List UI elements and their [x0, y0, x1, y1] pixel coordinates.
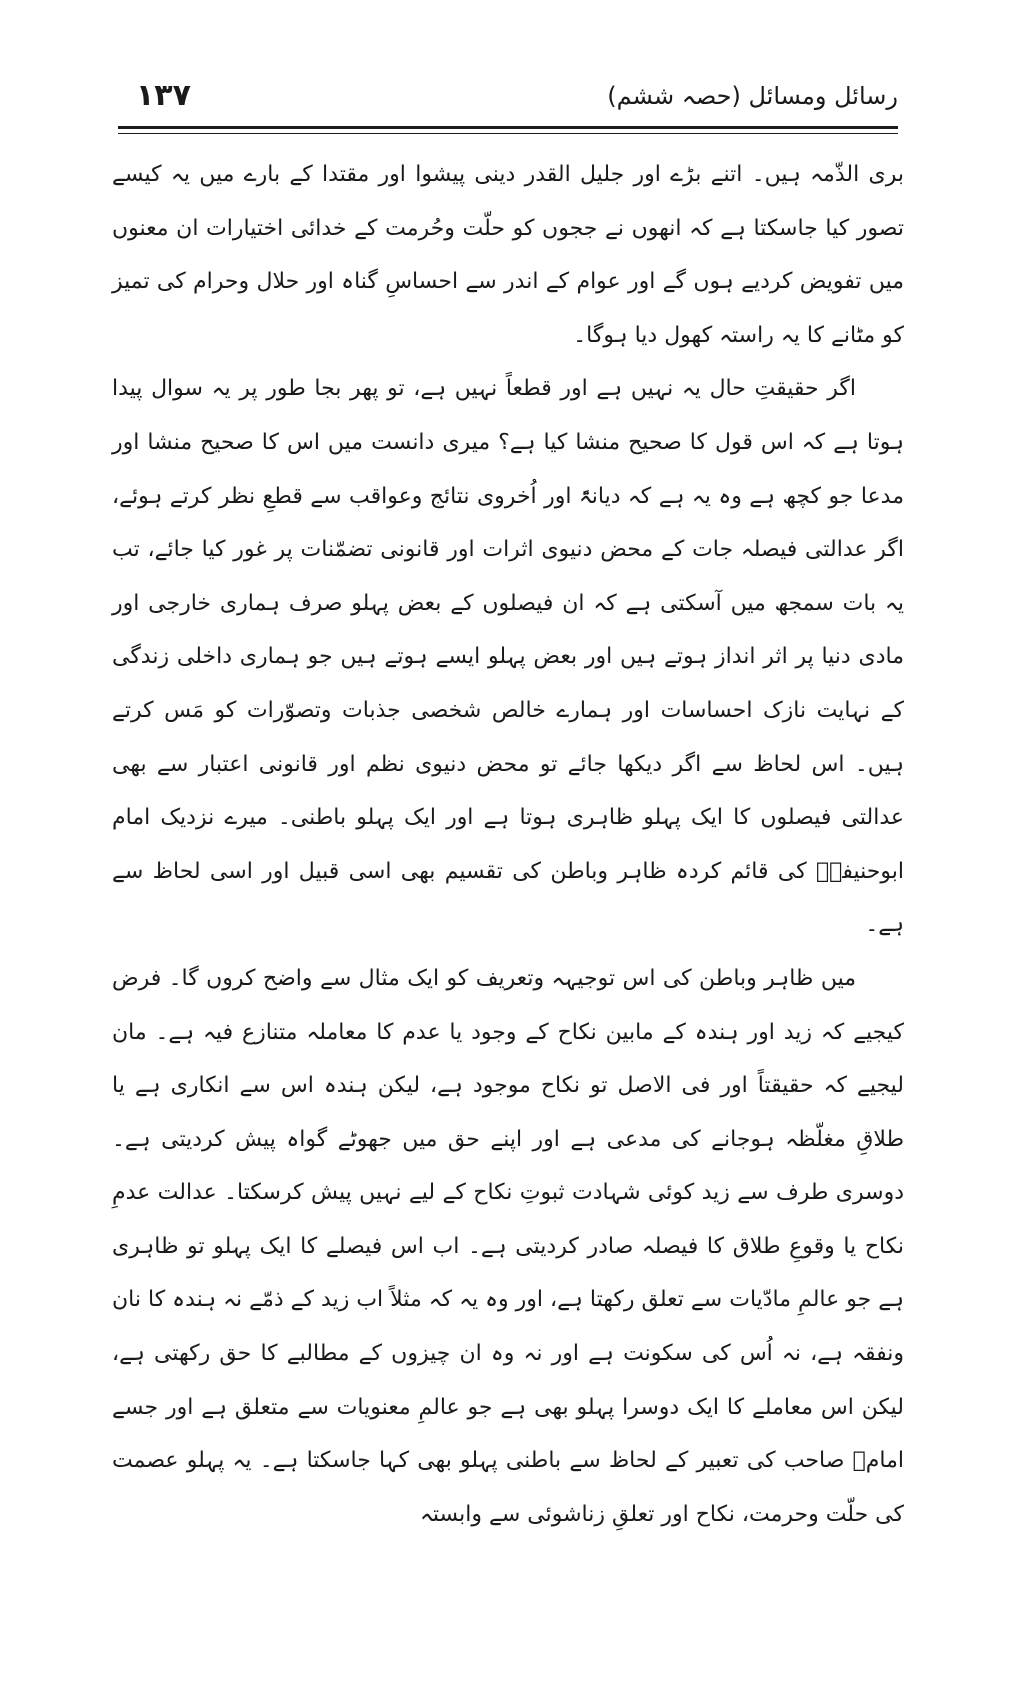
- body-text: [112, 148, 904, 1541]
- header-rule-thin: [118, 133, 898, 134]
- running-title: رسائل ومسائل (حصہ ششم): [607, 82, 898, 110]
- paragraph-3: میں ظاہر وباطن کی اس توجیہہ وتعریف کو ایک مثال سے واضح کروں گا۔ فرض کیجیے کہ زید اور ہندہ کے مابین نکاح کے وجود یا عدم کا معاملہ متنازع فیہ ہے۔ مان لیجیے کہ حقیقتاً اور فی الاصل تو نکاح موجود ہے، لیکن ہندہ اس سے انکاری ہے یا طلاقِ مغلّظہ ہوجانے کی مدعی ہے اور اپنے حق میں جھوٹے گواہ پیش کردیتی ہے۔ دوسری طرف سے زید کوئی شہادت ثبوتِ نکاح کے لیے نہیں پیش کرسکتا۔ عدالت عدمِ نکاح یا وقوعِ طلاق کا فیصلہ صادر کردیتی ہے۔ اب اس فیصلے کا ایک پہلو تو ظاہری ہے جو عالمِ مادّیات سے تعلق رکھتا ہے، اور وہ یہ کہ مثلاً اب زید کے ذمّے نہ ہندہ کا نان ونفقہ ہے، نہ اُس کی سکونت ہے اور نہ وہ ان چیزوں کے مطالبے کا حق رکھتی ہے، لیکن اس معاملے کا ایک دوسرا پہلو بھی ہے جو عالمِ معنویات سے متعلق ہے اور جسے امامؒ صاحب کی تعبیر کے لحاظ سے باطنی پہلو بھی کہا جاسکتا ہے۔ یہ پہلو عصمت کی حلّت وحرمت، نکاح اور تعلقِ زناشوئی سے وابستہ: [112, 965, 904, 1527]
- paragraph-2: اگر حقیقتِ حال یہ نہیں ہے اور قطعاً نہیں ہے، تو پھر بجا طور پر یہ سوال پیدا ہوتا ہے کہ اس قول کا صحیح منشا کیا ہے؟ میری دانست میں اس کا صحیح منشا اور مدعا جو کچھ ہے وہ یہ ہے کہ دیانۃً اور اُخروی نتائج وعواقب سے قطعِ نظر کرتے ہوئے، اگر عدالتی فیصلہ جات کے محض دنیوی اثرات اور قانونی تضمّنات پر غور کیا جائے، تب یہ بات سمجھ میں آسکتی ہے کہ ان فیصلوں کے بعض پہلو صرف ہماری خارجی اور مادی دنیا پر اثر انداز ہوتے ہیں اور بعض پہلو ایسے ہوتے ہیں جو ہماری داخلی زندگی کے نہایت نازک احساسات اور ہمارے خالص شخصی جذبات وتصوّرات کو مَس کرتے ہیں۔ اس لحاظ سے اگر دیکھا جائے تو محض دنیوی نظم اور قانونی اعتبار سے بھی عدالتی فیصلوں کا ایک پہلو ظاہری ہوتا ہے اور ایک پہلو باطنی۔ میرے نزدیک امام ابوحنیفہؒ کی قائم کردہ ظاہر وباطن کی تقسیم بھی اسی قبیل اور اسی لحاظ سے ہے۔: [112, 376, 904, 938]
- page-header: [118, 78, 898, 126]
- paragraph-1: بری الذّمہ ہیں۔ اتنے بڑے اور جلیل القدر دینی پیشوا اور مقتدا کے بارے میں یہ کیسے تصور کیا جاسکتا ہے کہ انھوں نے ججوں کو حلّت وحُرمت کے خدائی اختیارات ان معنوں میں تفویض کردیے ہوں گے اور عوام کے اندر سے احساسِ گناہ اور حلال وحرام کی تمیز کو مٹانے کا یہ راستہ کھول دیا ہوگا۔: [112, 162, 904, 348]
- header-rule-thick: [118, 126, 898, 129]
- page-number: ۱۳۷: [136, 78, 191, 113]
